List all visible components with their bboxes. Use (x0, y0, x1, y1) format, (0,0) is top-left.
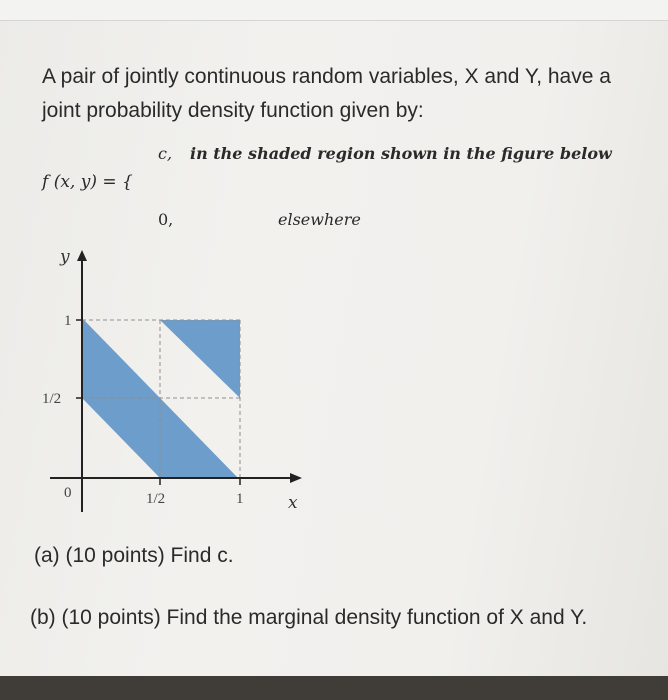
pdf-case-c-value: c, (158, 144, 173, 163)
y-axis-label: y (60, 247, 70, 267)
pdf-case-c-condition: in the shaded region shown in the figure below (190, 144, 612, 163)
x-axis-arrow (290, 473, 302, 483)
pdf-case-elsewhere-condition: elsewhere (278, 210, 361, 229)
y-tick-1-label: 1 (64, 313, 72, 329)
x-tick-half-label: 1/2 (146, 491, 166, 507)
question-a: (a) (10 points) Find c. (34, 544, 234, 567)
question-b: (b) (10 points) Find the marginal density function of X and Y. (30, 606, 588, 629)
pdf-function-lhs: f (x, y) = { (42, 172, 133, 192)
pdf-case-zero-value: 0, (158, 210, 174, 229)
shaded-triangle (160, 320, 240, 398)
problem-intro: A pair of jointly continuous random variables, X and Y, have a joint probability density function given by: (42, 65, 611, 122)
y-tick-half-label: 1/2 (42, 391, 62, 407)
x-tick-1-label: 1 (236, 491, 244, 507)
region-figure (20, 240, 340, 530)
top-edge (0, 0, 668, 21)
y-axis-arrow (77, 250, 87, 261)
x-axis-label: x (288, 493, 298, 513)
origin-label: 0 (64, 485, 72, 501)
bottom-edge (0, 676, 668, 700)
